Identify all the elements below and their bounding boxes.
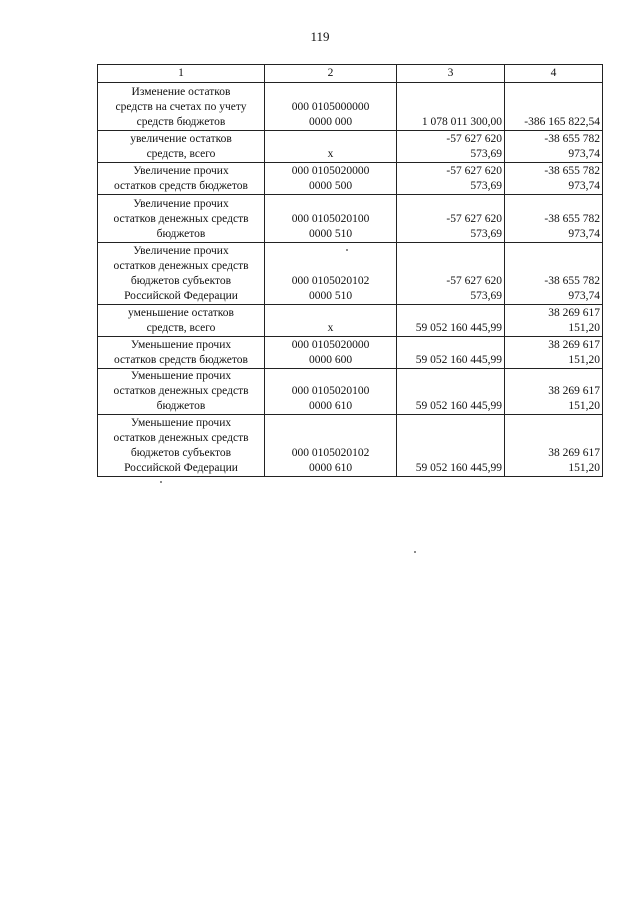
row-code-cell: 000 0105020100 0000 510 <box>265 195 397 243</box>
row-name-cell: Увеличение прочих остатков денежных средств бюджетов субъектов Российской Федерации <box>98 243 265 305</box>
table-row <box>98 369 603 415</box>
row-value-col3-cell: 59 052 160 445,99 <box>397 305 505 337</box>
page-number: 119 <box>310 29 330 44</box>
row-value-col4-cell: 38 269 617 151,20 <box>505 337 603 369</box>
row-value-col3-cell: 59 052 160 445,99 <box>397 415 505 477</box>
row-name-cell: Увеличение прочих остатков средств бюджетов <box>98 163 265 195</box>
row-value-col4-cell: -38 655 782 973,74 <box>505 163 603 195</box>
scan-speck <box>346 249 348 251</box>
row-value-col3-cell: 59 052 160 445,99 <box>397 369 505 415</box>
table-row <box>98 131 603 163</box>
table-row <box>98 195 603 243</box>
column-header-2: 2 <box>265 65 397 83</box>
row-value-col4-cell: 38 269 617 151,20 <box>505 415 603 477</box>
row-code-cell: x <box>265 305 397 337</box>
column-header-3: 3 <box>397 65 505 83</box>
row-code-cell: 000 0105020102 0000 510 <box>265 243 397 305</box>
row-name-cell: Изменение остатков средств на счетах по учету средств бюджетов <box>98 83 265 131</box>
scan-speck <box>414 551 416 553</box>
row-code-cell: 000 0105020102 0000 610 <box>265 415 397 477</box>
table-row <box>98 415 603 477</box>
row-value-col4-cell: -38 655 782 973,74 <box>505 131 603 163</box>
table-row <box>98 337 603 369</box>
budget-sources-table <box>97 64 603 477</box>
row-name-cell: Уменьшение прочих остатков денежных средств бюджетов субъектов Российской Федерации <box>98 415 265 477</box>
scan-speck <box>160 481 162 483</box>
row-name-cell: уменьшение остатков средств, всего <box>98 305 265 337</box>
row-value-col4-cell: -386 165 822,54 <box>505 83 603 131</box>
row-name-cell: Уменьшение прочих остатков денежных средств бюджетов <box>98 369 265 415</box>
row-value-col4-cell: -38 655 782 973,74 <box>505 195 603 243</box>
table-body <box>98 65 603 477</box>
table-row <box>98 83 603 131</box>
row-name-cell: увеличение остатков средств, всего <box>98 131 265 163</box>
row-value-col4-cell: -38 655 782 973,74 <box>505 243 603 305</box>
row-code-cell: 000 0105020100 0000 610 <box>265 369 397 415</box>
column-header-1: 1 <box>98 65 265 83</box>
table-row <box>98 163 603 195</box>
row-value-col4-cell: 38 269 617 151,20 <box>505 305 603 337</box>
row-value-col3-cell: 59 052 160 445,99 <box>397 337 505 369</box>
table-row <box>98 243 603 305</box>
table-row <box>98 305 603 337</box>
row-name-cell: Уменьшение прочих остатков средств бюджетов <box>98 337 265 369</box>
row-value-col4-cell: 38 269 617 151,20 <box>505 369 603 415</box>
row-value-col3-cell: -57 627 620 573,69 <box>397 163 505 195</box>
row-code-cell: 000 0105020000 0000 600 <box>265 337 397 369</box>
row-code-cell: x <box>265 131 397 163</box>
row-name-cell: Увеличение прочих остатков денежных средств бюджетов <box>98 195 265 243</box>
row-value-col3-cell: 1 078 011 300,00 <box>397 83 505 131</box>
table-header-row <box>98 65 603 83</box>
row-value-col3-cell: -57 627 620 573,69 <box>397 243 505 305</box>
row-value-col3-cell: -57 627 620 573,69 <box>397 131 505 163</box>
row-code-cell: 000 0105000000 0000 000 <box>265 83 397 131</box>
column-header-4: 4 <box>505 65 603 83</box>
row-value-col3-cell: -57 627 620 573,69 <box>397 195 505 243</box>
row-code-cell: 000 0105020000 0000 500 <box>265 163 397 195</box>
